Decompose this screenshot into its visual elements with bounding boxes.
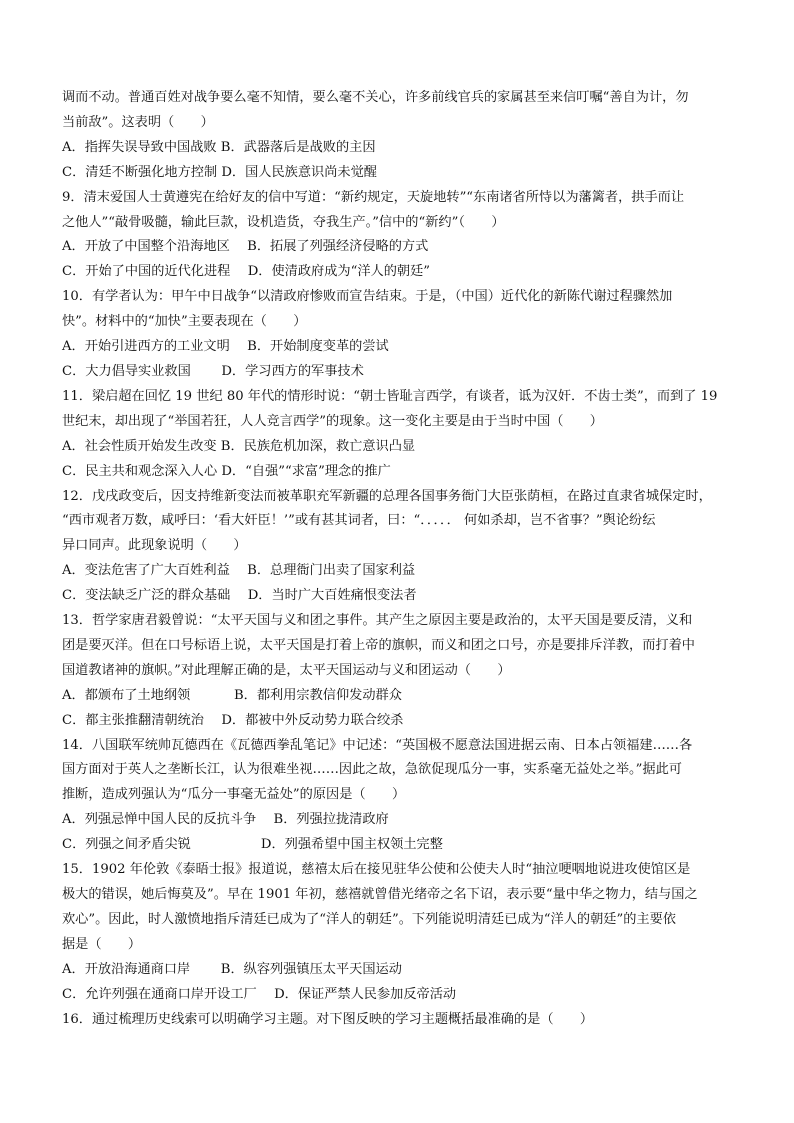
question-stem-line: 欢心”。因此，时人激愤地指斥清廷已成为了“洋人的朝廷”。下列能说明清廷已成为“洋人的朝廷”的主要依 bbox=[62, 911, 676, 927]
options-line-cd: C．开始了中国的近代化进程 D．使清政府成为“洋人的朝廷” bbox=[62, 264, 431, 280]
question-stem-line: 推断，造成列强认为“瓜分一事毫无益处”的原因是（ ） bbox=[62, 787, 406, 803]
question-stem-line: 15．1902 年伦敦《泰晤士报》报道说，慈禧太后在接见驻华公使和公使夫人时“抽泣哽咽地说进攻使馆区是 bbox=[62, 862, 691, 878]
options-line-ab: A．开放沿海通商口岸 B．纵容列强镇压太平天国运动 bbox=[62, 961, 402, 977]
question-11 bbox=[62, 385, 742, 485]
options-line-ab: A．开始引进西方的工业文明 B．开始制度变革的尝试 bbox=[62, 339, 389, 355]
options-line-ab: A．都颁布了土地纲领 B．都利用宗教信仰发动群众 bbox=[62, 687, 402, 703]
options-line-ab: A．列强忌惮中国人民的反抗斗争 B．列强拉拢清政府 bbox=[62, 812, 389, 828]
options-line-cd: C．列强之间矛盾尖锐 D．列强希望中国主权领土完整 bbox=[62, 837, 443, 853]
options-line-ab: A．变法危害了广大百姓利益 B．总理衙门出卖了国家利益 bbox=[62, 563, 416, 579]
question-stem-line: 9．清末爱国人士黄遵宪在给好友的信中写道：“新约规定，天旋地转”“东南诸省所恃以为藩篱者，拱手而让 bbox=[62, 189, 685, 205]
question-15 bbox=[62, 858, 742, 1007]
question-stem-line: 异口同声。此现象说明（ ） bbox=[62, 538, 247, 554]
question-stem-line: 国方面对于英人之垄断长江，认为很难坐视……因此之故，急欲促现瓜分一事，实系毫无益处之举。”据此可 bbox=[62, 762, 682, 778]
question-stem-line: 13．哲学家唐君毅曾说：“太平天国与义和团之事件。其产生之原因主要是政治的，太平天国是要反清，义和 bbox=[62, 613, 693, 629]
question-stem-line: 世纪末，却出现了“举国若狂，人人竞言西学”的现象。这一变化主要是由于当时中国（ ） bbox=[62, 413, 603, 429]
question-stem-line: 12．戊戌政变后，因支持维新变法而被革职充军新疆的总理各国事务衙门大臣张荫桓，在路过直隶省城保定时， bbox=[62, 488, 712, 504]
question-stem-line: “西市观者万数，咸呼曰：‘看大奸臣！’”或有甚其词者，曰：“．．．．． 何如杀却，岂不省事？”舆论纷纭 bbox=[62, 513, 656, 529]
exam-page bbox=[62, 86, 742, 1032]
options-line-cd: C．大力倡导实业救国 D．学习西方的军事技术 bbox=[62, 363, 364, 379]
options-line-cd: C．民主共和观念深入人心 D．“自强”“求富”理念的推广 bbox=[62, 463, 391, 479]
question-stem-line: 11．梁启超在回忆 19 世纪 80 年代的情形时说：“朝士皆耻言西学，有谈者，诋为汉奸．不齿士类”，而到了 19 bbox=[62, 388, 718, 404]
question-stem-line: 极大的错误，她后悔莫及”。早在 1901 年初，慈禧就曾借光绪帝之名下诏，表示要“量中华之物力，结与国之 bbox=[62, 887, 698, 902]
question-14 bbox=[62, 734, 742, 859]
question-stem-line: 国道教诸神的旗帜。”对此理解正确的是，太平天国运动与义和团运动（ ） bbox=[62, 662, 511, 678]
options-line-cd: C．变法缺乏广泛的群众基础 D．当时广大百姓痛恨变法者 bbox=[62, 588, 417, 604]
question-9 bbox=[62, 186, 742, 286]
question-13 bbox=[62, 609, 742, 734]
question-stem-line: 团是要灭洋。但在口号标语上说，太平天国是打着上帝的旗帜，而义和团之口号，亦是要排斥洋教，而打着中 bbox=[62, 637, 695, 653]
options-line-cd: C．都主张推翻清朝统治 D．都被中外反动势力联合绞杀 bbox=[62, 712, 404, 728]
question-16 bbox=[62, 1008, 742, 1033]
question-12 bbox=[62, 485, 742, 610]
question-stem-line: 14．八国联军统帅瓦德西在《瓦德西拳乱笔记》中记述：“英国极不愿意法国进据云南、日本占领福建……各 bbox=[62, 737, 693, 753]
question-stem-line: 之他人”“敲骨吸髓，输此巨款，设机造货，夺我生产。”信中的“新约”（ ） bbox=[62, 214, 505, 230]
options-line-ab: A．指挥失误导致中国战败 B．武器落后是战败的主因 bbox=[62, 139, 376, 155]
question-fragment bbox=[62, 86, 742, 186]
options-line-cd: C．清廷不断强化地方控制 D．国人民族意识尚未觉醒 bbox=[62, 164, 377, 180]
options-line-ab: A．开放了中国整个沿海地区 B．拓展了列强经济侵略的方式 bbox=[62, 239, 429, 255]
options-line-ab: A．社会性质开始发生改变 B．民族危机加深，救亡意识凸显 bbox=[62, 438, 416, 454]
question-stem-line: 据是（ ） bbox=[62, 936, 142, 952]
question-10 bbox=[62, 285, 742, 385]
question-stem-line: 快”。材料中的“加快”主要表现在（ ） bbox=[62, 314, 307, 330]
options-line-cd: C．允许列强在通商口岸开设工厂 D．保证严禁人民参加反帝活动 bbox=[62, 986, 457, 1002]
question-stem-line: 16．通过梳理历史线索可以明确学习主题。对下图反映的学习主题概括最准确的是（ ） bbox=[62, 1011, 594, 1027]
question-stem-line: 10．有学者认为：甲午中日战争“以清政府惨败而宣告结束。于是，（中国）近代化的新陈代谢过程骤然加 bbox=[62, 289, 673, 305]
question-stem-line: 当前敌”。这表明（ ） bbox=[62, 114, 214, 130]
question-stem-line: 调而不动。普通百姓对战争要么毫不知情，要么毫不关心，许多前线官兵的家属甚至来信叮嘱“善自为计，勿 bbox=[62, 90, 689, 105]
